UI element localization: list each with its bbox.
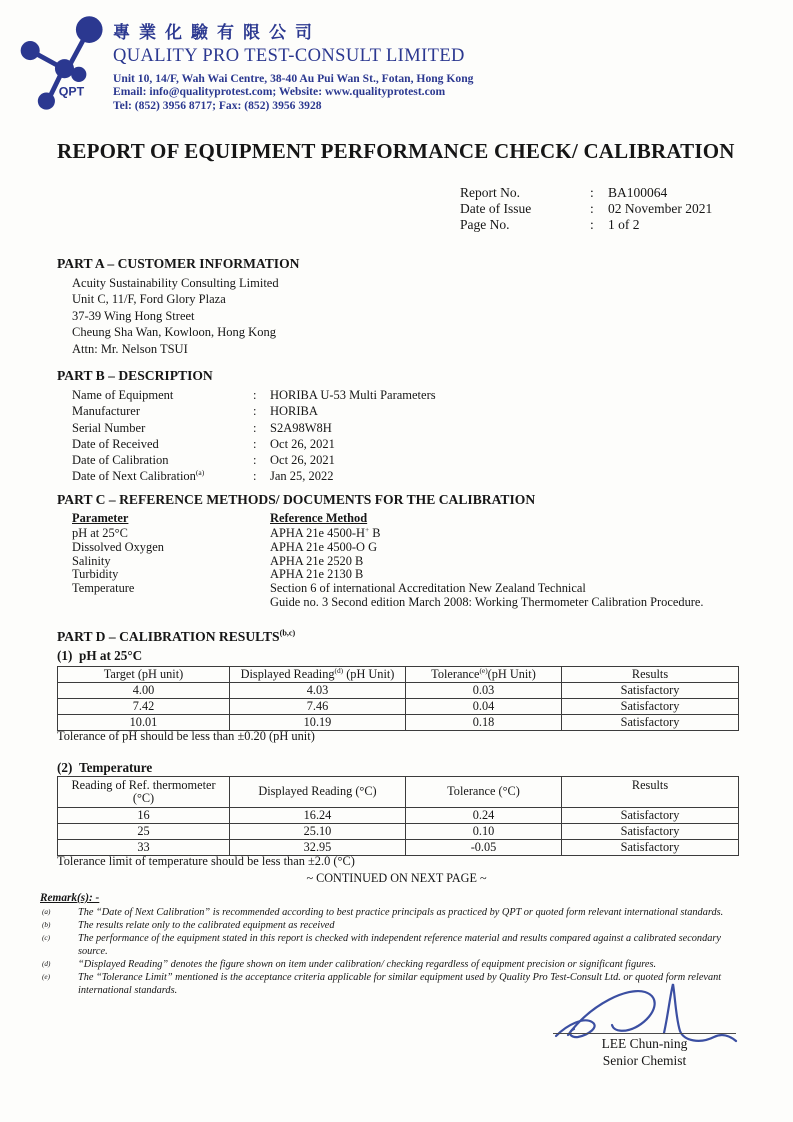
remark-text: The performance of the equipment stated in this report is checked with independent reference material and results compared against a calibrated secondary source. xyxy=(78,933,721,957)
field-label: Date of Calibration xyxy=(72,453,169,468)
displayed-reading-header: Displayed Reading (°C) xyxy=(230,777,406,808)
colon: : xyxy=(590,185,594,200)
remarks-heading: Remark(s): - xyxy=(40,892,100,904)
ref-reading-value: 16 xyxy=(58,808,230,824)
parameter: Salinity xyxy=(72,553,111,568)
reference-method: APHA 21e 2130 B xyxy=(270,567,364,582)
page-no-value: 1 of 2 xyxy=(608,217,640,232)
remark-text: “Displayed Reading” denotes the figure shown on item under calibration/ checking regardless of equipment precision or significant figures. xyxy=(78,959,657,970)
customer-line: Attn: Mr. Nelson TSUI xyxy=(72,341,188,356)
report-info xyxy=(460,185,712,233)
target-value: 7.42 xyxy=(58,699,230,715)
colon: : xyxy=(253,453,257,468)
signature-line xyxy=(553,1033,736,1034)
reference-method-header-row xyxy=(72,511,367,526)
remark-text: The “Tolerance Limit” mentioned is the acceptance criteria applicable for similar equipment used by Quality Pro Test-Consult Ltd. or quoted form relevant international standards. xyxy=(78,972,722,996)
colon: : xyxy=(590,201,594,216)
description-row xyxy=(72,436,436,452)
reference-method-row xyxy=(72,555,704,569)
target-value: 4.00 xyxy=(58,683,230,699)
part-b-heading: PART B – DESCRIPTION xyxy=(57,368,213,383)
tolerance-header: Tolerance$^{(e)}$(pH Unit) xyxy=(406,667,562,683)
field-value: Oct 26, 2021 xyxy=(270,436,335,451)
tolerance-value: 0.03 xyxy=(406,683,562,699)
parameter: Dissolved Oxygen xyxy=(72,539,164,554)
result-value: Satisfactory xyxy=(562,683,739,699)
description-row xyxy=(72,452,436,468)
reference-method: APHA 21e 4500-H+ B xyxy=(270,524,381,540)
result-value: Satisfactory xyxy=(562,840,739,856)
description-row xyxy=(72,420,436,436)
colon: : xyxy=(253,404,257,419)
remark-ref-d: (d) xyxy=(42,960,51,968)
remark-item xyxy=(42,932,748,958)
reference-method: Section 6 of international Accreditation New Zealand Technical Guide no. 3 Second edition March 2008: Working Thermometer Calibration Procedure. xyxy=(270,581,704,609)
reference-method-row xyxy=(72,524,704,541)
signatory xyxy=(553,1035,736,1069)
footnote-ref: (a) xyxy=(195,468,205,478)
field-label: Name of Equipment xyxy=(72,388,174,402)
result-value: Satisfactory xyxy=(562,699,739,715)
customer-line: Unit C, 11/F, Ford Glory Plaza xyxy=(72,292,226,307)
tolerance-value: 0.10 xyxy=(406,824,562,840)
target-value: 10.01 xyxy=(58,715,230,731)
table-header-row xyxy=(58,777,739,808)
tolerance-value: 0.24 xyxy=(406,808,562,824)
colon: : xyxy=(253,420,257,435)
description-row xyxy=(72,403,436,419)
table-row xyxy=(58,824,739,840)
tolerance-value: 0.04 xyxy=(406,699,562,715)
part-c-heading: PART C – REFERENCE METHODS/ DOCUMENTS FOR THE CALIBRATION xyxy=(57,492,536,507)
document-title: REPORT OF EQUIPMENT PERFORMANCE CHECK/ CALIBRATION xyxy=(57,139,735,163)
remark-ref-a: (a) xyxy=(42,908,51,916)
reference-method-row xyxy=(72,568,704,582)
reference-method-row xyxy=(72,582,704,610)
customer-line: 37-39 Wing Hong Street xyxy=(72,308,195,323)
company-address: Unit 10, 14/F, Wah Wai Centre, 38-40 Au Pui Wan St., Fotan, Hong Kong xyxy=(113,72,474,85)
field-value: HORIBA xyxy=(270,404,318,419)
displayed-reading-value: 7.46 xyxy=(230,699,406,715)
result-value: Satisfactory xyxy=(562,808,739,824)
company-name-zh: 專業化驗有限公司 xyxy=(113,23,321,42)
tolerance-value: -0.05 xyxy=(406,840,562,856)
ph-tolerance-note: Tolerance of pH should be less than ±0.20 (pH unit) xyxy=(57,729,315,743)
logo-text: QPT xyxy=(58,84,85,99)
colon: : xyxy=(253,469,257,484)
report-no-label: Report No. xyxy=(460,185,520,200)
table-header-row xyxy=(58,667,739,683)
reference-method: APHA 21e 4500-O G xyxy=(270,539,378,554)
parameter: Turbidity xyxy=(72,567,119,582)
temperature-tolerance-note: Tolerance limit of temperature should be less than ±2.0 (°C) xyxy=(57,854,355,868)
description-row xyxy=(72,387,436,403)
parameter: pH at 25°C xyxy=(72,526,128,540)
part-a-heading: PART A – CUSTOMER INFORMATION xyxy=(57,256,300,271)
displayed-reading-value: 25.10 xyxy=(230,824,406,840)
field-value: HORIBA U-53 Multi Parameters xyxy=(270,388,436,402)
table-row xyxy=(58,808,739,824)
continued-on-next-page: ~ CONTINUED ON NEXT PAGE ~ xyxy=(306,871,487,885)
date-of-issue-value: 02 November 2021 xyxy=(608,201,713,216)
company-email: Email: info@qualityprotest.com; Website: www.qualityprotest.com xyxy=(113,85,446,99)
displayed-reading-value: 32.95 xyxy=(230,840,406,856)
target-header: Target (pH unit) xyxy=(58,667,230,683)
remark-text: The “Date of Next Calibration” is recommended according to best practice principals as practiced by QPT or quoted form relevant international standards. xyxy=(78,907,724,918)
displayed-reading-value: 4.03 xyxy=(230,683,406,699)
field-value: Oct 26, 2021 xyxy=(270,453,335,468)
customer-line: Acuity Sustainability Consulting Limited xyxy=(72,276,279,290)
report-no-value: BA100064 xyxy=(608,185,668,200)
footnote-ref: (b,c) xyxy=(279,628,296,638)
ref-reading-value: 25 xyxy=(58,824,230,840)
customer-line: Cheung Sha Wan, Kowloon, Hong Kong xyxy=(72,325,276,340)
company-name-en: QUALITY PRO TEST-CONSULT LIMITED xyxy=(113,46,465,66)
equipment-description xyxy=(72,387,436,485)
ref-thermometer-header: Reading of Ref. thermometer (°C) xyxy=(58,777,230,808)
result-value: Satisfactory xyxy=(562,715,739,731)
table-row xyxy=(58,683,739,699)
colon: : xyxy=(253,436,257,451)
date-of-issue-label: Date of Issue xyxy=(460,201,532,216)
tolerance-header: Tolerance (°C) xyxy=(406,777,562,808)
remark-ref-c: (c) xyxy=(42,934,50,942)
tolerance-value: 0.18 xyxy=(406,715,562,731)
section-1-label: (1) pH at 25°C xyxy=(57,648,143,663)
results-header: Results xyxy=(562,667,739,683)
remark-item xyxy=(42,906,748,919)
report-no-row xyxy=(460,185,712,201)
signatory-title: Senior Chemist xyxy=(602,1053,687,1068)
results-header: Results xyxy=(562,777,739,808)
method-column-header: Reference Method xyxy=(270,511,368,525)
remark-item xyxy=(42,919,748,932)
table-row xyxy=(58,699,739,715)
part-d-heading: PART D – CALIBRATION RESULTS$^{(b,c)}$ xyxy=(57,628,296,644)
reference-method: APHA 21e 2520 B xyxy=(270,553,364,568)
field-value: S2A98W8H xyxy=(270,420,332,435)
field-value: Jan 25, 2022 xyxy=(270,469,334,484)
reference-method-row xyxy=(72,541,704,555)
field-label: Manufacturer xyxy=(72,404,141,419)
remark-ref-e: (e) xyxy=(42,973,50,981)
field-label: Date of Next Calibration xyxy=(72,469,196,484)
displayed-reading-header: Displayed Reading$^{(d)}$ (pH Unit) xyxy=(230,667,406,683)
date-of-issue-row xyxy=(460,201,712,217)
qpt-molecule-logo xyxy=(14,12,114,112)
section-2-label: (2) Temperature xyxy=(57,760,153,775)
displayed-reading-value: 10.19 xyxy=(230,715,406,731)
page-no-label: Page No. xyxy=(460,217,510,232)
colon: : xyxy=(253,388,257,402)
colon: : xyxy=(590,217,594,232)
ph-results-table xyxy=(57,666,739,731)
result-value: Satisfactory xyxy=(562,824,739,840)
parameter-column-header: Parameter xyxy=(72,511,129,525)
temperature-results-table xyxy=(57,776,739,856)
reference-method-list xyxy=(72,524,704,610)
parameter: Temperature xyxy=(72,581,135,596)
customer-info xyxy=(72,275,279,357)
field-label: Date of Received xyxy=(72,436,159,451)
signatory-name: LEE Chun-ning xyxy=(601,1036,688,1051)
field-label: Serial Number xyxy=(72,420,146,435)
page-no-row xyxy=(460,217,712,233)
remark-item xyxy=(42,958,748,971)
ref-reading-value: 33 xyxy=(58,840,230,856)
remark-text: The results relate only to the calibrated equipment as received xyxy=(78,920,335,931)
company-tel: Tel: (852) 3956 8717; Fax: (852) 3956 3928 xyxy=(113,98,322,112)
description-row xyxy=(72,468,436,484)
displayed-reading-value: 16.24 xyxy=(230,808,406,824)
remark-ref-b: (b) xyxy=(42,921,51,929)
letterhead xyxy=(113,18,473,112)
